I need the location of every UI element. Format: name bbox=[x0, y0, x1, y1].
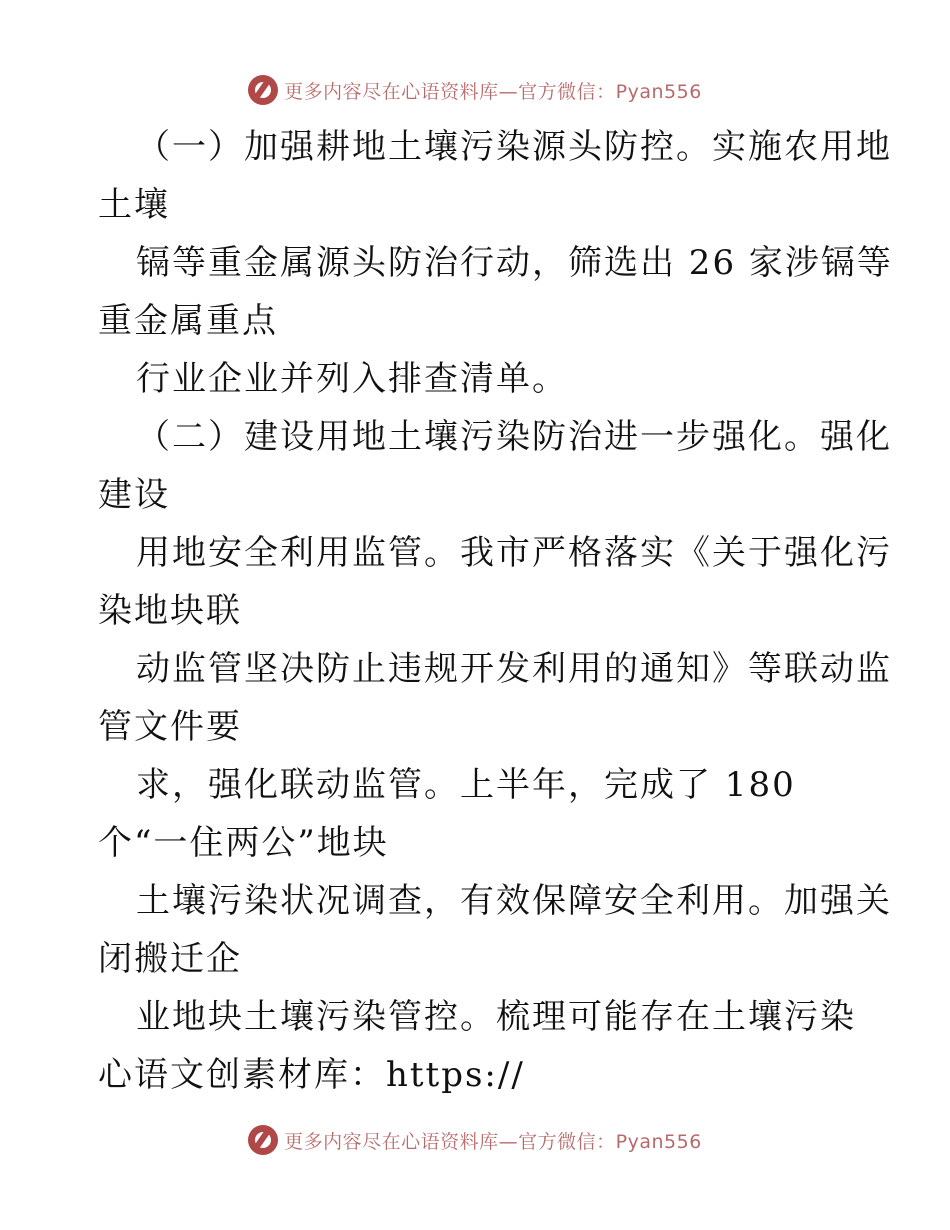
text-line: 业地块土壤污染管控。梳理可能存在土壤污染 bbox=[136, 997, 856, 1037]
header-watermark-banner bbox=[0, 70, 950, 110]
text-line: 建设 bbox=[98, 475, 170, 515]
text-line: 镉等重金属源头防治行动，筛选出 26 家涉镉等 bbox=[136, 243, 893, 283]
footer-watermark-text: 更多内容尽在心语资料库—官方微信：Pyan556 bbox=[284, 1130, 702, 1153]
header-watermark-text: 更多内容尽在心语资料库—官方微信：Pyan556 bbox=[284, 80, 702, 103]
text-line: 用地安全利用监管。我市严格落实《关于强化污 bbox=[136, 533, 892, 573]
text-line: （一）加强耕地土壤污染源头防控。实施农用地 bbox=[136, 127, 892, 167]
logo-icon bbox=[248, 75, 278, 105]
document-body bbox=[98, 118, 893, 1104]
logo-icon bbox=[248, 1125, 278, 1155]
text-line: 土壤 bbox=[98, 185, 170, 225]
text-line: 个“一住两公”地块 bbox=[98, 823, 389, 863]
text-line: 求，强化联动监管。上半年，完成了 180 bbox=[136, 765, 796, 805]
text-line: 重金属重点 bbox=[98, 301, 278, 341]
text-line: （二）建设用地土壤污染防治进一步强化。强化 bbox=[136, 417, 892, 457]
text-line: 动监管坚决防止违规开发利用的通知》等联动监 bbox=[136, 649, 892, 689]
text-line: 管文件要 bbox=[98, 707, 242, 747]
text-line: 心语文创素材库：https:// bbox=[98, 1055, 525, 1095]
text-line: 闭搬迁企 bbox=[98, 939, 242, 979]
text-line: 行业企业并列入排查清单。 bbox=[136, 359, 568, 399]
text-line: 土壤污染状况调查，有效保障安全利用。加强关 bbox=[136, 881, 892, 921]
footer-watermark-banner bbox=[0, 1120, 950, 1160]
text-line: 染地块联 bbox=[98, 591, 242, 631]
